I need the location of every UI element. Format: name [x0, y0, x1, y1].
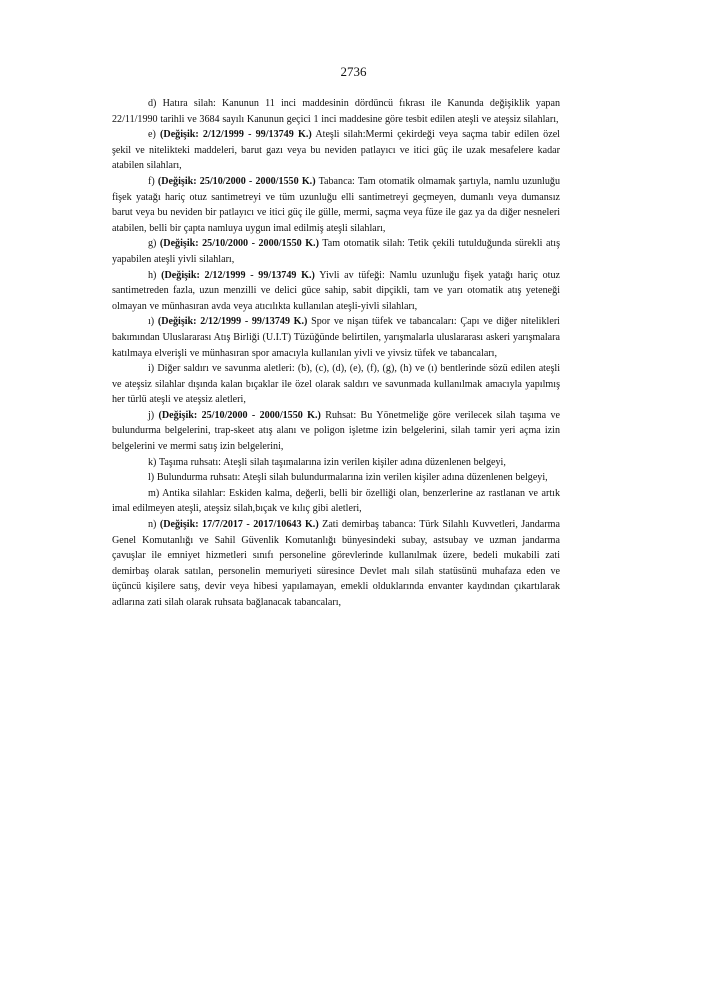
item-text: Ateşli silah:Mermi çekirdeği veya saçma tabir edilen özel şekil ve nitelikteki maddeleri, barut gazı veya bu neviden patlayıcı ve itici güç ile uzak mesafelere kadar atabilen silahları,	[112, 129, 560, 172]
item-prefix: j)	[148, 409, 159, 421]
item-text: Antika silahlar: Eskiden kalma, değerli, belli bir özelliği olan, benzerlerine az rastlanan ve artık imal edilmeyen ateşli, ateşsiz silah,bıçak ve kılıç gibi aletleri,	[112, 487, 560, 515]
item-text: Diğer saldırı ve savunma aletleri: (b), (c), (d), (e), (f), (g), (h) ve (ı) bentlerinde sözü edilen ateşli ve ateşsiz silahlar dışında kalan bıçaklar ile özel olarak saldırı ve savunmada kullanılmak amacıyla yapılmış her türlü ateşli ve ateşsiz aletleri,	[112, 363, 560, 406]
item-text: Tam otomatik silah: Tetik çekili tutulduğunda sürekli atış yapabilen ateşli yivli silahları,	[112, 238, 560, 265]
paragraph-i	[112, 361, 560, 408]
paragraph-d	[112, 96, 560, 127]
paragraph-m	[112, 486, 560, 517]
paragraph-n	[112, 517, 560, 611]
paragraph-k	[112, 455, 560, 471]
amendment-note: (Değişik: 2/12/1999 - 99/13749 K.)	[157, 316, 308, 328]
item-prefix: f)	[148, 175, 158, 187]
amendment-note: (Değişik: 17/7/2017 - 2017/10643 K.)	[159, 519, 319, 531]
item-text: Ruhsat: Bu Yönetmeliğe göre verilecek silah taşıma ve bulundurma belgelerini, trap-skeet atış alanı ve poligon işletme izin belgelerini, silah tamir yeri açma izin belgelerini ve mermi satış izin belgelerini,	[112, 409, 561, 453]
item-prefix: l)	[148, 472, 157, 484]
paragraph-l	[112, 470, 560, 486]
item-prefix: k)	[148, 456, 159, 468]
body-text	[112, 96, 560, 611]
amendment-note: (Değişik: 2/12/1999 - 99/13749 K.)	[160, 129, 312, 141]
item-prefix: n)	[148, 519, 160, 531]
paragraph-j	[112, 408, 560, 455]
item-text: Tabanca: Tam otomatik olmamak şartıyla, namlu uzunluğu fişek yatağı hariç otuz santimetreyi ve tüm uzunluğu elli santimetreyi geçmeyen, dumanlı veya dumansız barut veya bu neviden bir patlayıcı ve itici güç ile gülle, mermi, saçma veya füze ile gaz ya da diğer nesneleri atabilen, belli bir çapta namluya uygun imal edilmiş ateşli silahları,	[112, 175, 561, 234]
paragraph-h	[112, 268, 560, 315]
amendment-note: (Değişik: 25/10/2000 - 2000/1550 K.)	[157, 175, 316, 187]
item-prefix: i)	[148, 363, 158, 375]
paragraph-e	[112, 127, 560, 174]
amendment-note: (Değişik: 2/12/1999 - 99/13749 K.)	[161, 269, 315, 281]
paragraph-f	[112, 174, 560, 236]
item-prefix: m)	[148, 487, 163, 499]
item-prefix: e)	[148, 129, 161, 141]
item-text: Taşıma ruhsatı: Ateşli silah taşımalarına izin verilen kişiler adına düzenlenen belgeyi,	[158, 456, 506, 468]
item-text: Hatıra silah: Kanunun 11 inci maddesinin dördüncü fıkrası ile Kanunda değişiklik yapan 22/11/1990 tarihli ve 3684 sayılı Kanunun geçici 1 inci maddesine göre tesbit edilen ateşli ve ateşsiz silahları,	[112, 98, 560, 125]
item-text: Bulundurma ruhsatı: Ateşli silah bulundurmalarına izin verilen kişiler adına düzenlenen belgeyi,	[156, 472, 548, 484]
paragraph-g	[112, 236, 560, 267]
item-prefix: d)	[148, 98, 163, 109]
paragraph-i-dotless	[112, 314, 560, 361]
item-prefix: ı)	[148, 316, 158, 328]
item-text: Zati demirbaş tabanca: Türk Silahlı Kuvvetleri, Jandarma Genel Komutanlığı ve Sahil Güvenlik Komutanlığı bünyesindeki subay, astsubay ve uzman jandarma çavuşlar ile emniyet hizmetleri sınıfı personeline görevlerinde kullanılmak üzere, bedeli mukabili zati demirbaş olarak satılan, personelin memuriyeti süresince Devlet malı silah statüsünü muhafaza eden ve üçüncü kişilere satış, devir veya hibesi yapılamayan, emekli olduklarında envanter kaydından çıkartılarak adlarına zati silah olarak ruhsata bağlanacak tabancaları,	[112, 519, 560, 608]
item-text: Yivli av tüfeği: Namlu uzunluğu fişek yatağı hariç otuz santimetreden fazla, uzun menzilli ve delici güce sahip, sabit dipçikli, tam ve yarı otomatik atış yeteneği olmayan ve münhasıran avda veya atıcılıkta kullanılan ateşli-yivli silahları,	[112, 269, 561, 312]
amendment-note: (Değişik: 25/10/2000 - 2000/1550 K.)	[158, 409, 321, 421]
amendment-note: (Değişik: 25/10/2000 - 2000/1550 K.)	[159, 238, 319, 250]
page-number: 2736	[340, 64, 367, 79]
item-prefix: h)	[148, 269, 162, 281]
item-text: Spor ve nişan tüfek ve tabancaları: Çapı ve diğer nitelikleri bakımından Uluslararası Atış Birliği (U.I.T) Tüzüğünde belirtilen, yarışmalarla uluslararası askeri yarışmalara katılmaya elverişli ve münhasıran spor amacıyla kullanılan yivli ve yivsiz tüfek ve tabancaları,	[112, 316, 560, 359]
item-prefix: g)	[148, 238, 160, 250]
